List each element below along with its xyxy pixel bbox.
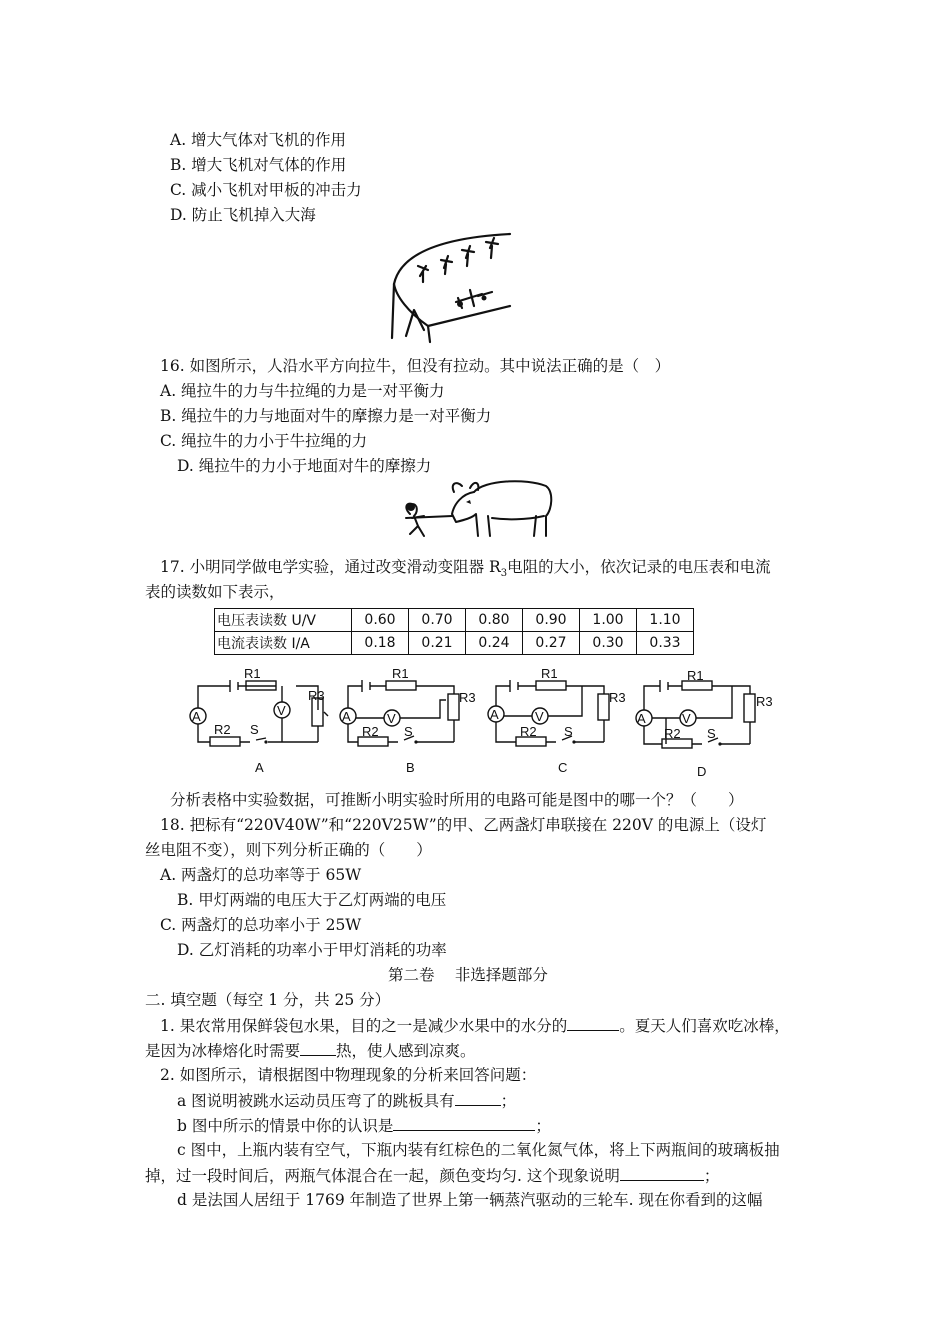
table-cell: 0.24 [466, 632, 523, 655]
label-ammeter-b: A [342, 709, 351, 724]
label-switch-d: S [707, 726, 716, 741]
table-cell: 0.90 [523, 609, 580, 632]
q17-stem-subscript: 3 [500, 568, 508, 580]
label-r1-b: R1 [392, 666, 409, 681]
fill-q1-line1 [160, 1015, 790, 1036]
fill-q1-text-a: 1. 果农常用保鲜袋包水果，目的之一是减少水果中的水分的 [160, 1017, 568, 1035]
fill-q1-text-b: 。夏天人们喜欢吃冰棒， [619, 1017, 790, 1035]
answer-blank-1[interactable] [567, 1015, 619, 1031]
q17-stem-line2: 表的读数如下表示， [145, 583, 285, 601]
label-switch-c: S [564, 724, 573, 739]
fill-q2-c-text: 掉，过一段时间后，两瓶气体混合在一起，颜色变均匀. 这个现象说明 [145, 1167, 620, 1185]
table-header-current: 电流表读数 I/A [215, 632, 352, 655]
q18-option-a: A. 两盏灯的总功率等于 65W [160, 866, 362, 884]
fill-q2-a [177, 1090, 516, 1111]
q18-option-c: C. 两盏灯的总功率小于 25W [160, 916, 362, 934]
table-header-voltage: 电压表读数 U/V [215, 609, 352, 632]
q15-option-d: D. 防止飞机掉入大海 [170, 206, 316, 224]
table-cell: 1.00 [580, 609, 637, 632]
table-row-current [215, 632, 694, 655]
table-cell: 0.27 [523, 632, 580, 655]
table-cell: 1.10 [637, 609, 694, 632]
table-cell: 0.70 [409, 609, 466, 632]
q16-option-c: C. 绳拉牛的力小于牛拉绳的力 [160, 432, 368, 450]
label-r3-d: R3 [756, 694, 773, 709]
q18-stem-line2: 丝电阻不变），则下列分析正确的（ ） [145, 841, 432, 859]
label-voltmeter-d: V [682, 711, 691, 726]
fill-q2-b-end: ； [535, 1117, 551, 1135]
table-cell: 0.60 [352, 609, 409, 632]
label-ammeter-c: A [490, 707, 499, 722]
q15-option-a: A. 增大气体对飞机的作用 [170, 131, 347, 149]
circuit-label-a: A [255, 760, 264, 775]
label-r2-d: R2 [664, 726, 681, 741]
table-cell: 0.18 [352, 632, 409, 655]
label-r3-b: R3 [459, 690, 476, 705]
q18-option-b: B. 甲灯两端的电压大于乙灯两端的电压 [177, 891, 447, 909]
q17-stem-part1: 17. 小明同学做电学实验，通过改变滑动变阻器 R [160, 558, 501, 576]
q15-option-c: C. 减小飞机对甲板的冲击力 [170, 181, 362, 199]
q18-option-d: D. 乙灯消耗的功率小于甲灯消耗的功率 [177, 941, 447, 959]
circuit-label-d: D [697, 764, 707, 779]
label-ammeter-a: A [192, 709, 201, 724]
table-row-voltage [215, 609, 694, 632]
q16-option-a: A. 绳拉牛的力与牛拉绳的力是一对平衡力 [160, 382, 445, 400]
circuit-label-b: B [406, 760, 415, 775]
fill-q2-a-end: ； [500, 1092, 517, 1110]
q17-analysis: 分析表格中实验数据，可推断小明实验时所用的电路可能是图中的哪一个？（ ） [170, 791, 744, 809]
table-cell: 0.80 [466, 609, 523, 632]
q16-option-b: B. 绳拉牛的力与地面对牛的摩擦力是一对平衡力 [160, 407, 492, 425]
label-r1-d: R1 [687, 668, 704, 683]
q15-option-b: B. 增大飞机对气体的作用 [170, 156, 347, 174]
fill-q2-stem: 2. 如图所示，请根据图中物理现象的分析来回答问题： [160, 1066, 537, 1084]
label-voltmeter-c: V [535, 709, 544, 724]
q17-stem-line1 [160, 557, 771, 584]
label-voltmeter-a: V [277, 703, 286, 718]
circuit-d [636, 680, 755, 748]
label-r2-b: R2 [362, 724, 379, 739]
circuit-label-c: C [558, 760, 568, 775]
label-switch-b: S [404, 724, 413, 739]
fill-q2-c-end: ； [703, 1167, 720, 1185]
fill-q1-text-d: 热，使人感到凉爽。 [336, 1042, 476, 1060]
label-r3-a: R3 [308, 688, 325, 703]
person-pulling-ox-figure [396, 474, 556, 546]
meter-readings-table [214, 608, 694, 655]
circuit-c [488, 680, 609, 746]
fill-q2-c-line2 [145, 1165, 719, 1186]
part2-header: 二. 填空题（每空 1 分，共 25 分） [145, 991, 391, 1009]
q16-option-d: D. 绳拉牛的力小于地面对牛的摩擦力 [177, 457, 432, 475]
answer-blank-2[interactable] [300, 1040, 336, 1056]
fill-q2-a-text: a 图说明被跳水运动员压弯了的跳板具有 [177, 1092, 455, 1110]
circuit-b [340, 680, 459, 746]
fill-q2-c-line1: c 图中，上瓶内装有空气，下瓶内装有红棕色的二氧化氮气体，将上下两瓶间的玻璃板抽 [177, 1141, 780, 1159]
q16-stem: 16. 如图所示，人沿水平方向拉牛，但没有拉动。其中说法正确的是（ ） [160, 357, 671, 375]
fill-q1-line2 [145, 1040, 476, 1061]
table-cell: 0.33 [637, 632, 694, 655]
fill-q1-text-c: 是因为冰棒熔化时需要 [145, 1042, 301, 1060]
fill-q2-d-line1: d 是法国人居纽于 1769 年制造了世界上第一辆蒸汽驱动的三轮车. 现在你看到的这幅 [177, 1191, 763, 1209]
fill-q2-b [177, 1115, 551, 1136]
label-switch-a: S [250, 722, 259, 737]
answer-blank-b[interactable] [393, 1115, 535, 1131]
label-r1-a: R1 [244, 666, 261, 681]
q18-stem-line1: 18. 把标有“220V40W”和“220V25W”的甲、乙两盏灯串联接在 220V 的电源上（设灯 [160, 816, 767, 834]
table-cell: 0.21 [409, 632, 466, 655]
label-r2-c: R2 [520, 724, 537, 739]
label-r1-c: R1 [541, 666, 558, 681]
fill-q2-b-text: b 图中所示的情景中你的认识是 [177, 1117, 394, 1135]
label-ammeter-d: A [637, 711, 646, 726]
answer-blank-a[interactable] [455, 1090, 501, 1106]
q17-stem-part2: 电阻的大小，依次记录的电压表和电流 [507, 558, 771, 576]
label-r2-a: R2 [214, 722, 231, 737]
label-r3-c: R3 [609, 690, 626, 705]
answer-blank-c[interactable] [620, 1165, 704, 1181]
label-voltmeter-b: V [387, 711, 396, 726]
table-cell: 0.30 [580, 632, 637, 655]
aircraft-carrier-figure [386, 226, 516, 348]
section-title: 第二卷 非选择题部分 [388, 966, 548, 984]
